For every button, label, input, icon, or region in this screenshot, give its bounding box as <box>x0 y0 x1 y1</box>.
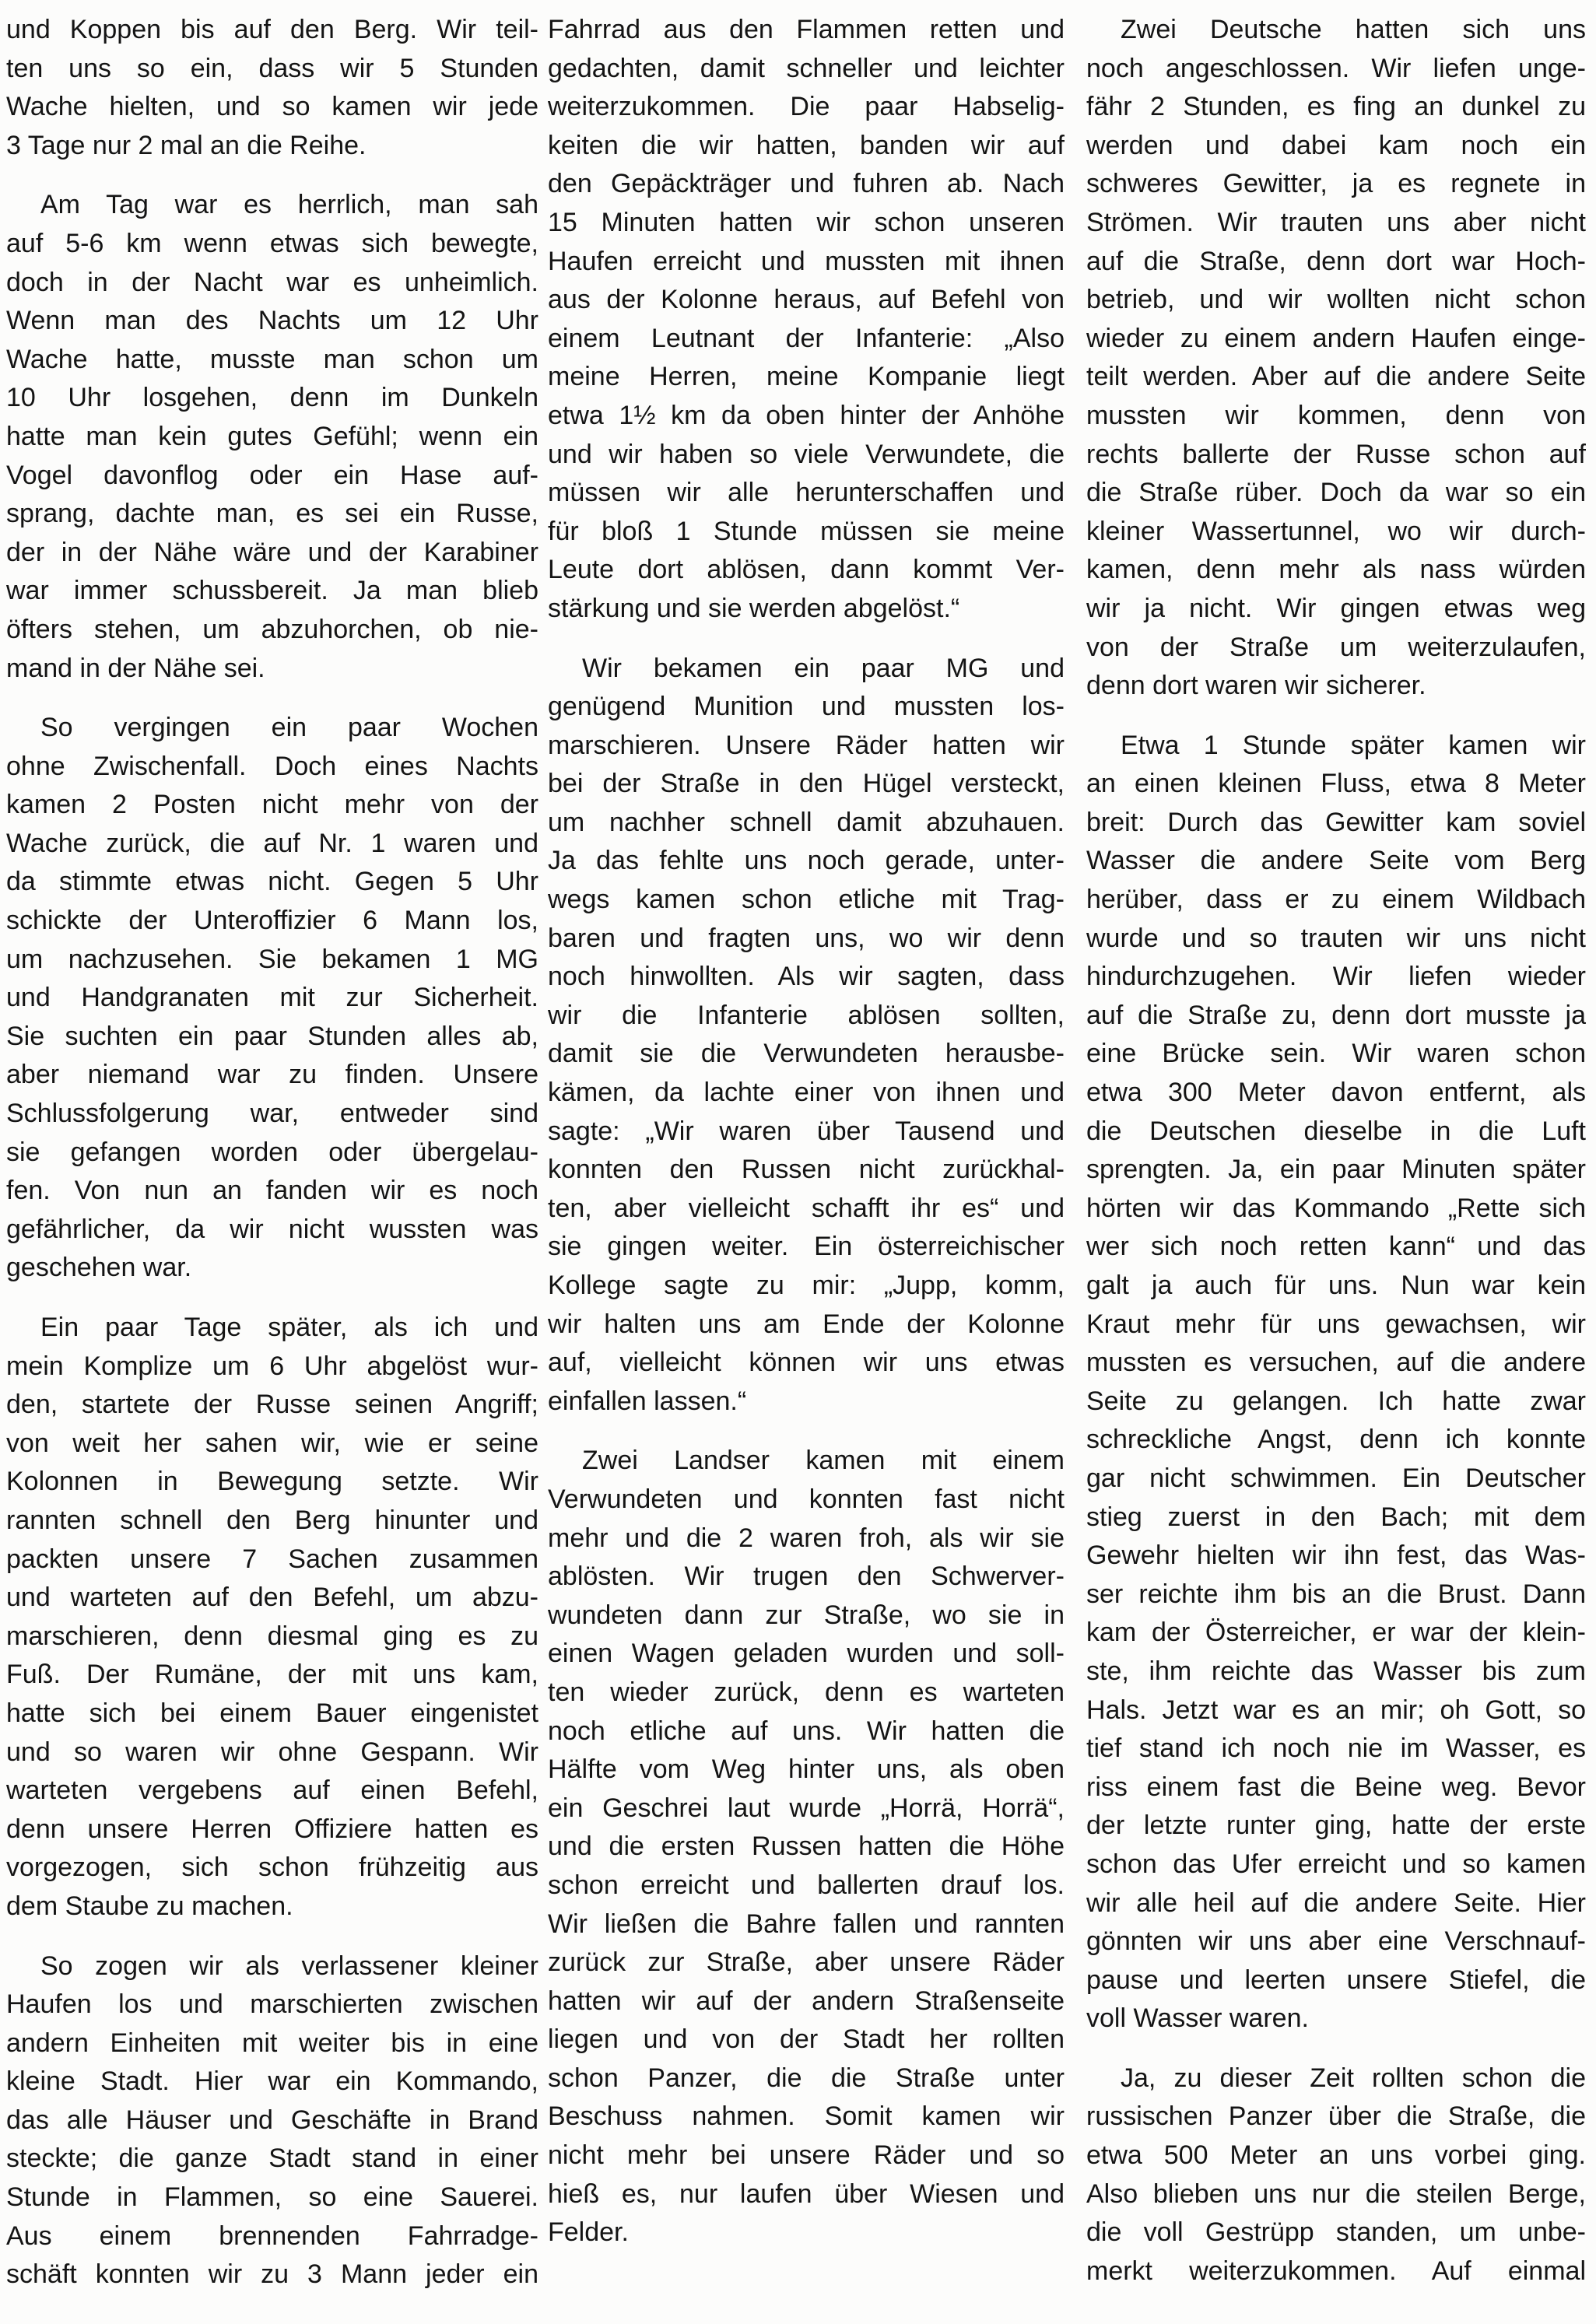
text-line: ein Geschrei laut wurde „Horrä, Horrä“, <box>548 1793 1065 1823</box>
text-line: Ja, zu dieser Zeit rollten schon die <box>1121 2063 1586 2093</box>
text-line: den, startete der Russe seinen Angriff; <box>6 1390 538 1420</box>
text-line: sie gingen weiter. Ein österreichischer <box>548 1232 1065 1262</box>
text-line: schon Panzer, die die Straße unter <box>548 2063 1065 2093</box>
text-line: fen. Von nun an fanden wir es noch <box>6 1176 538 1206</box>
text-line: wurde und so trauten wir uns nicht <box>1086 923 1586 953</box>
text-line: auf die Straße, denn dort war Hoch- <box>1086 246 1586 276</box>
text-line: und die ersten Russen hatten die Höhe <box>548 1832 1065 1862</box>
text-line: dem Staube zu machen. <box>6 1891 293 1921</box>
text-line: Verwundeten und konnten fast nicht <box>548 1484 1065 1514</box>
text-line: 15 Minuten hatten wir schon unseren <box>548 207 1065 237</box>
text-line: steckte; die ganze Stadt stand in einer <box>6 2143 538 2174</box>
text-line: um nachzusehen. Sie bekamen 1 MG <box>6 944 538 974</box>
text-line: Sie suchten ein paar Stunden alles ab, <box>6 1021 538 1051</box>
text-line: gönnten wir uns aber eine Verschnauf- <box>1086 1926 1586 1957</box>
text-line: fähr 2 Stunden, es fing an dunkel zu <box>1086 92 1586 122</box>
text-line: gedachten, damit schneller und leichter <box>548 53 1065 83</box>
text-line: bei der Straße in den Hügel versteckt, <box>548 769 1065 799</box>
paragraph <box>1086 11 1586 706</box>
text-line: und Handgranaten mit zur Sicherheit. <box>6 983 538 1013</box>
text-line: die Deutschen dieselbe in die Luft <box>1086 1116 1586 1146</box>
text-line: meine Herren, meine Kompanie liegt <box>548 362 1065 392</box>
text-line: schon erreicht und ballerten drauf los. <box>548 1870 1065 1900</box>
paragraph <box>6 709 538 1288</box>
text-line: Fuß. Der Rumäne, der mit uns kam, <box>6 1660 538 1690</box>
text-line: So vergingen ein paar Wochen <box>40 713 538 743</box>
paragraph <box>548 11 1065 629</box>
text-line: marschieren. Unsere Räder hatten wir <box>548 730 1065 760</box>
text-line: um nachher schnell damit abzuhauen. <box>548 807 1065 837</box>
text-line: das alle Häuser und Geschäfte in Brand <box>6 2105 538 2135</box>
text-line: ten, aber vielleicht schafft ihr es“ und <box>548 1193 1065 1223</box>
text-line: voll Wasser waren. <box>1086 2003 1309 2034</box>
text-line: merkt weiterzukommen. Auf einmal <box>1086 2256 1586 2286</box>
text-line: russischen Panzer über die Straße, die <box>1086 2101 1586 2132</box>
text-line: noch angeschlossen. Wir liefen unge- <box>1086 53 1586 83</box>
text-line: rannten schnell den Berg hinunter und <box>6 1505 538 1535</box>
text-line: schon das Ufer erreicht und so kamen <box>1086 1849 1586 1879</box>
text-line: Fahrrad aus den Flammen retten und <box>548 15 1065 44</box>
text-line: herüber, dass er zu einem Wildbach <box>1086 885 1586 915</box>
text-line: Gewehr hielten wir ihn fest, das Was- <box>1086 1541 1586 1571</box>
text-line: ste, ihm reichte das Wasser bis zum <box>1086 1656 1586 1686</box>
text-line: da stimmte etwas nicht. Gegen 5 Uhr <box>6 867 538 897</box>
text-line: teilt werden. Aber auf die andere Seite <box>1086 362 1586 392</box>
paragraph <box>548 1442 1065 2252</box>
text-line: Seite zu gelangen. Ich hatte zwar <box>1086 1386 1586 1416</box>
text-line: Etwa 1 Stunde später kamen wir <box>1121 730 1586 760</box>
text-line: Beschuss nahmen. Somit kamen wir <box>548 2101 1065 2132</box>
text-line: schäft konnten wir zu 3 Mann jeder ein <box>6 2259 538 2290</box>
text-line: denn unsere Herren Offiziere hatten es <box>6 1814 538 1844</box>
text-line: schickte der Unteroffizier 6 Mann los, <box>6 906 538 936</box>
text-line: weiterzukommen. Die paar Habselig- <box>548 92 1065 122</box>
text-line: gar nicht schwimmen. Ein Deutscher <box>1086 1463 1586 1493</box>
text-line: Leute dort ablösen, dann kommt Ver- <box>548 555 1065 585</box>
text-line: Haufen erreicht und mussten mit ihnen <box>548 246 1065 276</box>
text-line: Wasser die andere Seite vom Berg <box>1086 846 1586 876</box>
text-line: wegs kamen schon etliche mit Trag- <box>548 885 1065 915</box>
text-line: und wir haben so viele Verwundete, die <box>548 439 1065 469</box>
text-line: zurück zur Straße, aber unsere Räder <box>548 1947 1065 1978</box>
text-line: hatten wir auf der andern Straßenseite <box>548 1986 1065 2016</box>
paragraph <box>6 1947 538 2294</box>
text-line: kamen 2 Posten nicht mehr von der <box>6 790 538 820</box>
text-line: riss einem fast die Beine weg. Bevor <box>1086 1772 1586 1802</box>
text-line: warteten vergebens auf einen Befehl, <box>6 1775 538 1806</box>
text-line: Zwei Deutsche hatten sich uns <box>1121 15 1586 44</box>
text-line: Wache zurück, die auf Nr. 1 waren und <box>6 828 538 858</box>
text-line: Wir bekamen ein paar MG und <box>582 653 1065 683</box>
text-line: Wir ließen die Bahre fallen und rannten <box>548 1909 1065 1939</box>
text-line: aber niemand war zu finden. Unsere <box>6 1060 538 1090</box>
text-line: von weit her sahen wir, wie er seine <box>6 1428 538 1458</box>
text-line: hatte sich bei einem Bauer eingenistet <box>6 1698 538 1728</box>
paragraph <box>1086 2059 1586 2291</box>
text-line: etwa 1½ km da oben hinter der Anhöhe <box>548 400 1065 430</box>
text-column-1 <box>6 11 538 2315</box>
text-line: für bloß 1 Stunde müssen sie meine <box>548 516 1065 546</box>
text-line: genügend Munition und mussten los- <box>548 692 1065 722</box>
text-line: war immer schussbereit. Ja man blieb <box>6 576 538 606</box>
text-line: ten uns so ein, dass wir 5 Stunden <box>6 53 538 83</box>
text-line: packten unsere 7 Sachen zusammen <box>6 1544 538 1574</box>
text-line: sagte: „Wir waren über Tausend und <box>548 1116 1065 1146</box>
text-line: rechts ballerte der Russe schon auf <box>1086 439 1586 469</box>
text-line: ten wieder zurück, denn es warteten <box>548 1677 1065 1707</box>
text-line: vorgezogen, sich schon frühzeitig aus <box>6 1853 538 1883</box>
text-line: Kolonnen in Bewegung setzte. Wir <box>6 1467 538 1497</box>
text-line: Am Tag war es herrlich, man sah <box>40 190 538 220</box>
text-line: einfallen lassen.“ <box>548 1386 747 1416</box>
text-line: einem Leutnant der Infanterie: „Also <box>548 323 1065 353</box>
text-line: die voll Gestrüpp standen, um unbe- <box>1086 2217 1586 2248</box>
text-line: Hals. Jetzt war es an mir; oh Gott, so <box>1086 1695 1586 1725</box>
text-line: müssen wir alle herunterschaffen und <box>548 478 1065 508</box>
text-line: mand in der Nähe sei. <box>6 653 265 683</box>
text-line: ser reichte ihm bis an die Brust. Dann <box>1086 1579 1586 1609</box>
text-line: sprengten. Ja, ein paar Minuten später <box>1086 1155 1586 1185</box>
text-line: Wache hatte, musste man schon um <box>6 344 538 374</box>
text-line: mussten wir kommen, denn von <box>1086 400 1586 430</box>
text-line: baren und fragten uns, wo wir denn <box>548 923 1065 953</box>
text-line: hieß es, nur laufen über Wiesen und <box>548 2179 1065 2209</box>
paragraph <box>548 650 1065 1421</box>
text-line: und Koppen bis auf den Berg. Wir teil- <box>6 15 538 44</box>
text-line: hörten wir das Kommando „Rette sich <box>1086 1193 1586 1223</box>
text-line: Zwei Landser kamen mit einem <box>582 1446 1065 1476</box>
text-line: Stunde in Flammen, so eine Sauerei. <box>6 2182 538 2213</box>
text-line: kleine Stadt. Hier war ein Kommando, <box>6 2066 538 2097</box>
text-line: sie gefangen worden oder übergelau- <box>6 1137 538 1167</box>
text-line: wir die Infanterie ablösen sollten, <box>548 1000 1065 1030</box>
text-line: stärkung und sie werden abgelöst.“ <box>548 593 960 623</box>
text-line: einen Wagen geladen wurden und soll- <box>548 1639 1065 1669</box>
text-line: wer sich noch retten kann“ und das <box>1086 1232 1586 1262</box>
text-line: marschieren, denn diesmal ging es zu <box>6 1621 538 1651</box>
text-line: nicht mehr bei unsere Räder und so <box>548 2140 1065 2171</box>
paragraph <box>6 1309 538 1926</box>
text-line: liegen und von der Stadt her rollten <box>548 2024 1065 2055</box>
text-line: Vogel davonflog oder ein Hase auf- <box>6 460 538 490</box>
text-column-2 <box>548 11 1065 2273</box>
text-line: etwa 500 Meter an uns vorbei ging. <box>1086 2140 1586 2171</box>
text-line: andern Einheiten mit weiter bis in eine <box>6 2028 538 2058</box>
paragraph <box>1086 727 1586 2038</box>
text-line: auf 5-6 km wenn etwas sich bewegte, <box>6 228 538 258</box>
text-line: 3 Tage nur 2 mal an die Reihe. <box>6 130 367 160</box>
text-line: galt ja auch für uns. Nun war kein <box>1086 1271 1586 1300</box>
text-line: Kraut mehr für uns gewachsen, wir <box>1086 1309 1586 1339</box>
text-line: Aus einem brennenden Fahrradge- <box>6 2221 538 2251</box>
text-line: ohne Zwischenfall. Doch eines Nachts <box>6 751 538 781</box>
text-line: den Gepäckträger und fuhren ab. Nach <box>548 169 1065 199</box>
text-line: So zogen wir als verlassener kleiner <box>40 1951 538 1981</box>
text-line: Wenn man des Nachts um 12 Uhr <box>6 306 538 336</box>
text-line: auf, vielleicht können wir uns etwas <box>548 1348 1065 1378</box>
text-line: kämen, da lachte einer von ihnen und <box>548 1078 1065 1108</box>
text-line: stieg zuerst in den Bach; mit dem <box>1086 1502 1586 1532</box>
text-line: schweres Gewitter, ja es regnete in <box>1086 169 1586 199</box>
text-line: kamen, denn mehr als nass würden <box>1086 555 1586 585</box>
paragraph <box>6 11 538 165</box>
text-line: Kollege sagte zu mir: „Jupp, komm, <box>548 1271 1065 1300</box>
text-line: und warteten auf den Befehl, um abzu- <box>6 1583 538 1613</box>
text-line: wir halten uns am Ende der Kolonne <box>548 1309 1065 1339</box>
text-line: Schlussfolgerung war, entweder sind <box>6 1099 538 1129</box>
text-line: etwa 300 Meter davon entfernt, als <box>1086 1078 1586 1108</box>
text-line: kleiner Wassertunnel, wo wir durch- <box>1086 516 1586 546</box>
text-line: und so waren wir ohne Gespann. Wir <box>6 1737 538 1767</box>
text-column-3 <box>1086 11 1586 2312</box>
text-line: an einen kleinen Fluss, etwa 8 Meter <box>1086 769 1586 799</box>
text-line: mein Komplize um 6 Uhr abgelöst wur- <box>6 1351 538 1381</box>
text-line: breit: Durch das Gewitter kam soviel <box>1086 807 1586 837</box>
text-line: Haufen los und marschierten zwischen <box>6 1989 538 2020</box>
text-line: keiten die wir hatten, banden wir auf <box>548 130 1065 160</box>
text-line: von der Straße um weiterzulaufen, <box>1086 632 1586 662</box>
text-line: tief stand ich noch nie im Wasser, es <box>1086 1733 1586 1764</box>
text-line: 10 Uhr losgehen, denn im Dunkeln <box>6 383 538 413</box>
text-line: die Straße rüber. Doch da war so ein <box>1086 478 1586 508</box>
text-line: denn dort waren wir sicherer. <box>1086 671 1426 701</box>
text-line: eine Brücke sein. Wir waren schon <box>1086 1039 1586 1069</box>
text-line: schreckliche Angst, denn ich konnte <box>1086 1425 1586 1455</box>
paragraph <box>6 186 538 688</box>
text-line: wieder zu einem andern Haufen einge- <box>1086 323 1586 353</box>
text-line: doch in der Nacht war es unheimlich. <box>6 267 538 297</box>
text-line: pause und leerten unsere Stiefel, die <box>1086 1965 1586 1995</box>
text-line: werden und dabei kam noch ein <box>1086 130 1586 160</box>
text-line: konnten den Russen nicht zurückhal- <box>548 1155 1065 1185</box>
text-line: ablösten. Wir trugen den Schwerver- <box>548 1562 1065 1592</box>
text-line: Strömen. Wir trauten uns aber nicht <box>1086 207 1586 237</box>
text-line: auf die Straße zu, denn dort musste ja <box>1086 1000 1586 1030</box>
text-line: wir alle heil auf die andere Seite. Hier <box>1086 1888 1586 1918</box>
text-line: geschehen war. <box>6 1253 192 1283</box>
text-line: sprang, dachte man, es sei ein Russe, <box>6 499 538 529</box>
text-line: noch etliche auf uns. Wir hatten die <box>548 1716 1065 1746</box>
text-line: Ja das fehlte uns noch gerade, unter- <box>548 846 1065 876</box>
text-line: hatte man kein gutes Gefühl; wenn ein <box>6 421 538 451</box>
text-line: Wache hielten, und so kamen wir jede <box>6 92 538 122</box>
text-line: gefährlicher, da wir nicht wussten was <box>6 1214 538 1244</box>
text-line: der letzte runter ging, hatte der erste <box>1086 1810 1586 1841</box>
text-line: damit sie die Verwundeten herausbe- <box>548 1039 1065 1069</box>
text-line: hindurchzugehen. Wir liefen wieder <box>1086 962 1586 992</box>
text-line: wundeten dann zur Straße, wo sie in <box>548 1600 1065 1630</box>
text-line: Hälfte vom Weg hinter uns, als oben <box>548 1754 1065 1785</box>
text-line: Felder. <box>548 2217 629 2248</box>
text-line: mehr und die 2 waren froh, als wir sie <box>548 1523 1065 1553</box>
text-line: Ein paar Tage später, als ich und <box>40 1313 538 1342</box>
text-line: mussten es versuchen, auf die andere <box>1086 1348 1586 1378</box>
text-line: öfters stehen, um abzuhorchen, ob nie- <box>6 614 538 644</box>
text-line: kam der Österreicher, er war der klein- <box>1086 1618 1586 1648</box>
text-line: noch hinwollten. Als wir sagten, dass <box>548 962 1065 992</box>
text-line: wir ja nicht. Wir gingen etwas weg <box>1086 593 1586 623</box>
text-line: betrieb, und wir wollten nicht schon <box>1086 285 1586 315</box>
text-line: der in der Nähe wäre und der Karabiner <box>6 537 538 567</box>
text-line: Also blieben uns nur die steilen Berge, <box>1086 2179 1586 2209</box>
text-line: aus der Kolonne heraus, auf Befehl von <box>548 285 1065 315</box>
